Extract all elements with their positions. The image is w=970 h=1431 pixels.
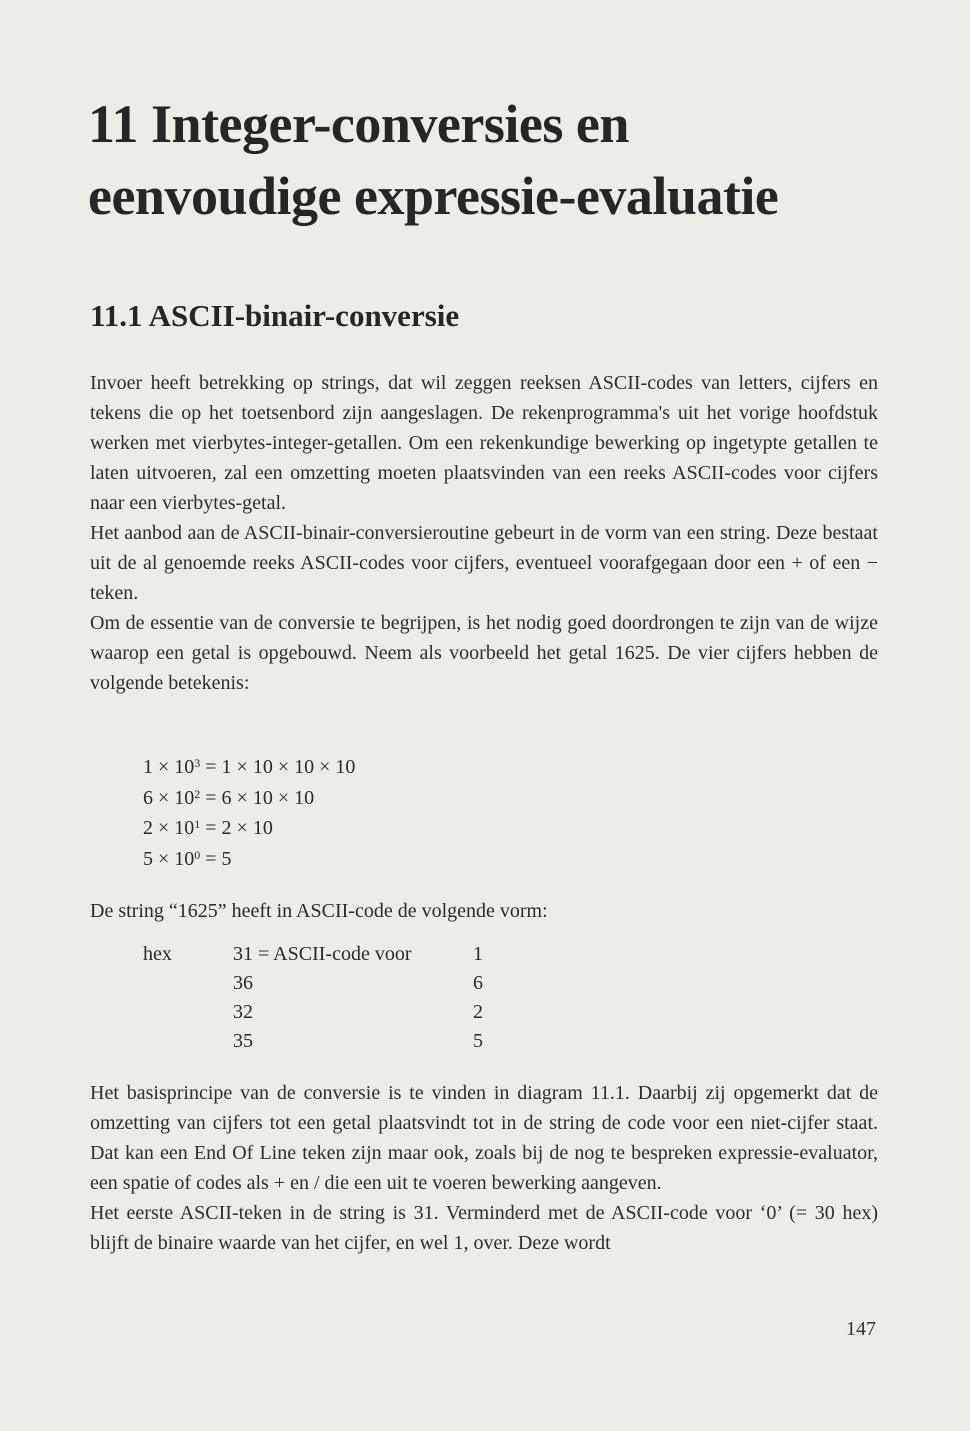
paragraph: Het aanbod aan de ASCII-binair-conversieroutine gebeurt in de vorm van een string. Deze bestaat uit de al genoemde reeks ASCII-codes voor cijfers, eventueel voorafgegaan door een + of een − teken. (90, 522, 878, 604)
equation-list (143, 752, 355, 874)
hex-digit: 2 (473, 1001, 483, 1023)
hex-row (143, 1027, 503, 1056)
chapter-title (88, 88, 888, 232)
string-line: De string “1625” heeft in ASCII-code de volgende vorm: (90, 900, 548, 922)
hex-digit: 6 (473, 972, 483, 994)
hex-digit: 5 (473, 1030, 483, 1052)
hex-code: 36 (233, 972, 253, 994)
equation-row: $5 \times 10^0 = 5$ (143, 847, 232, 870)
chapter-title-line2: eenvoudige expressie-evaluatie (88, 166, 779, 226)
hex-row (143, 940, 503, 969)
page-number: 147 (846, 1318, 876, 1340)
paragraph: Invoer heeft betrekking op strings, dat wil zeggen reeksen ASCII-codes van letters, cijfers en tekens die op het toetsenbord zijn aangeslagen. De rekenprogramma's uit het vorige hoofdstuk werken met vierbytes-integer-getallen. Om een rekenkundige bewerking op ingetypte getallen te laten uitvoeren, zal een omzetting moeten plaatsvinden van een reeks ASCII-codes voor cijfers naar een vierbytes-getal. (90, 372, 878, 514)
hex-row (143, 998, 503, 1027)
paragraph: Om de essentie van de conversie te begrijpen, is het nodig goed doordrongen te zijn van de wijze waarop een getal is opgebouwd. Neem als voorbeeld het getal 1625. De vier cijfers hebben de volgende betekenis: (90, 612, 878, 694)
chapter-title-line1: 11 Integer-conversies en (88, 94, 629, 154)
equation-row: $1 \times 10^3 = 1 \times 10 \times 10 \times 10$ (143, 756, 356, 778)
equation-row: $6 \times 10^2 = 6 \times 10 \times 10$ (143, 786, 315, 809)
paragraph: Het eerste ASCII-teken in de string is 31. Verminderd met de ASCII-code voor ‘0’ (= 30 hex) blijft de binaire waarde van het cijfer, en wel 1, over. Deze wordt (90, 1202, 878, 1254)
section-title: 11.1 ASCII-binair-conversie (90, 298, 460, 333)
body-text-top (90, 368, 878, 698)
hex-table (143, 940, 503, 1056)
hex-code: 32 (233, 1001, 253, 1023)
body-text-bottom (90, 1078, 878, 1258)
hex-code: 31 = ASCII-code voor (233, 943, 412, 965)
hex-row (143, 969, 503, 998)
hex-code: 35 (233, 1030, 253, 1052)
hex-label: hex (143, 943, 172, 965)
hex-digit: 1 (473, 943, 483, 965)
paragraph: Het basisprincipe van de conversie is te vinden in diagram 11.1. Daarbij zij opgemerkt dat de omzetting van cijfers tot een getal plaatsvindt tot in de string de code voor een niet-cijfer staat. Dat kan een End Of Line teken zijn maar ook, zoals bij de nog te bespreken expressie-evaluator, een spatie of codes als + en / die een uit te voeren bewerking aangeven. (90, 1082, 878, 1194)
equation-row: $2 \times 10^1 = 2 \times 10$ (143, 817, 273, 839)
